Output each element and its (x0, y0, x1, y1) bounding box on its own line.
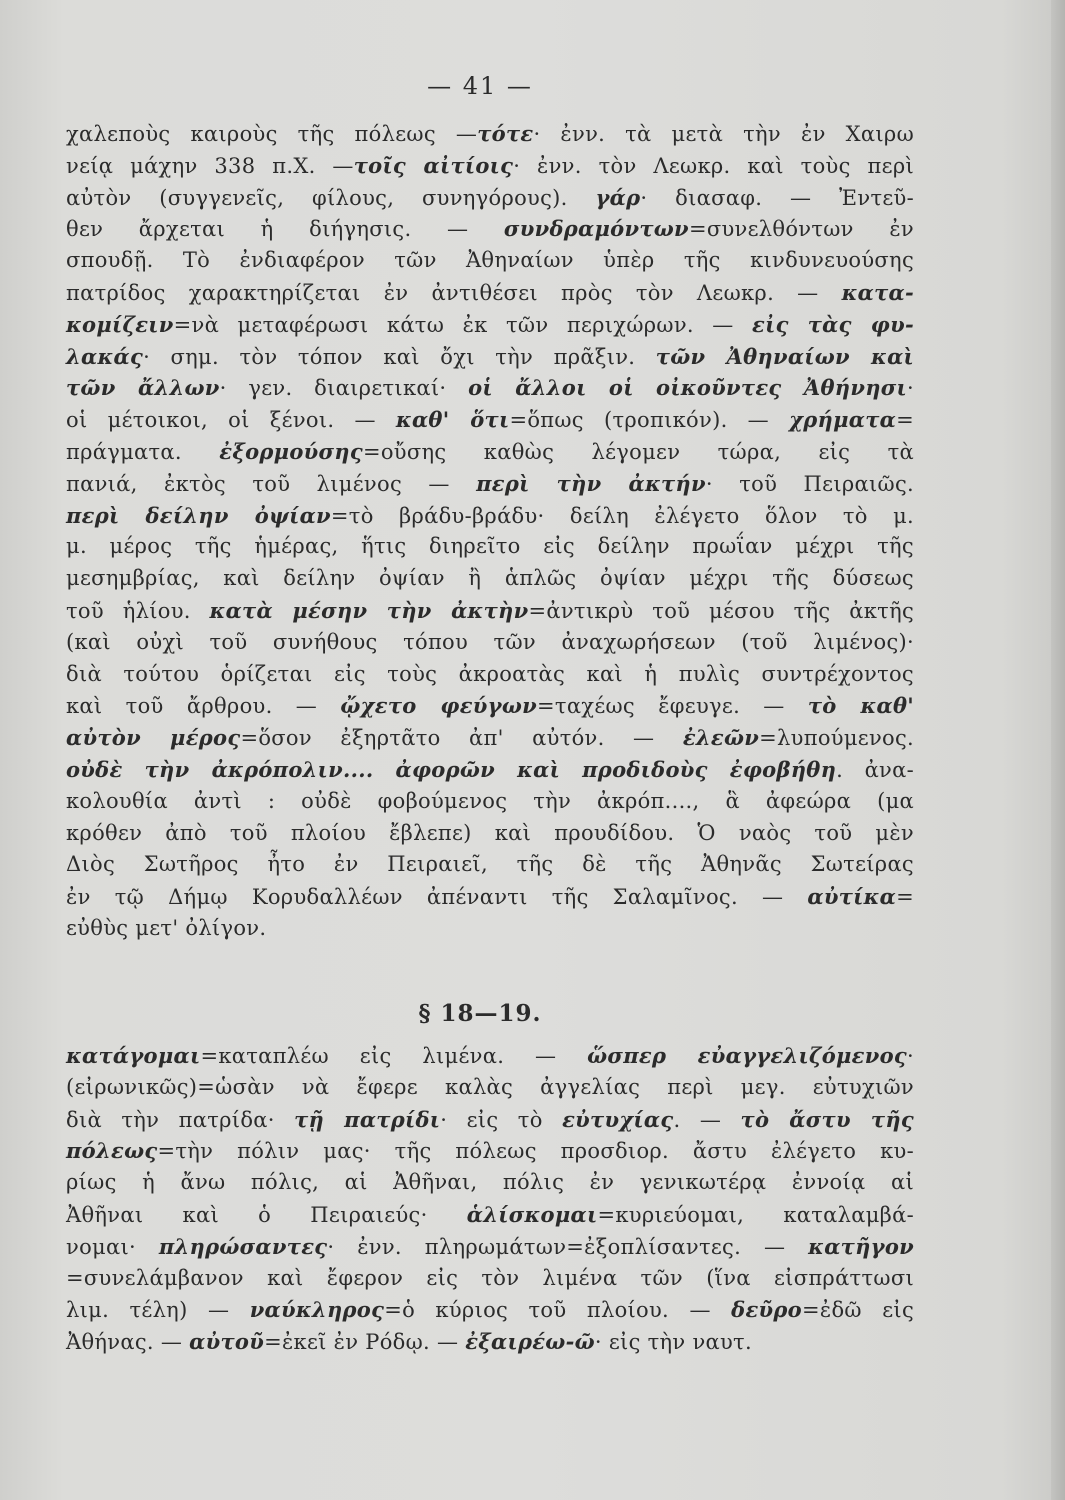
lemma-term: πόλεως (66, 1138, 158, 1164)
lemma-term: οὐδὲ τὴν ἀκρόπολιν.... ἀφορῶν καὶ προδιδοὺς ἐφοβήθη (66, 756, 837, 782)
text-line (66, 881, 914, 913)
gloss-text: · διασαφ. — Ἐντεῦ- (640, 185, 915, 210)
text-line (66, 436, 914, 468)
text-line (66, 1135, 914, 1167)
text-line (66, 531, 914, 563)
lemma-term: τῇ πατρίδι (294, 1106, 441, 1132)
lemma-term: αὐτοῦ (189, 1329, 265, 1355)
gloss-text: Ἀθήνας. — (66, 1330, 190, 1355)
gloss-text: =ἀντικρὺ τοῦ μέσου τῆς ἀκτῆς (528, 598, 915, 623)
lemma-term: λακάς (66, 343, 144, 369)
lemma-term: τῶν ἄλλων (66, 375, 220, 401)
gloss-text: μ. μέρος τῆς ἡμέρας, ἥτις διηρεῖτο εἰς δείλην πρωΐαν μέχρι τῆς (66, 534, 914, 559)
gloss-text: . ἀνα- (836, 757, 914, 782)
lemma-term: χρήματα (789, 407, 897, 433)
text-line (66, 213, 914, 245)
gloss-text: διὰ τὴν πατρίδα· (66, 1107, 295, 1132)
lemma-term: ᾤχετο φεύγων (340, 693, 537, 719)
text-line (66, 754, 914, 786)
page-edge (1051, 0, 1065, 1500)
gloss-text: λιμ. τέλη) — (66, 1298, 250, 1323)
lemma-term: τὸ ἄστυ τῆς (740, 1106, 914, 1132)
gloss-text: · ἐνν. τὰ μετὰ τὴν ἐν Χαιρω (533, 122, 914, 146)
gloss-text: . — (673, 1107, 741, 1132)
text-line (66, 659, 914, 691)
gloss-text: τοῦ ἡλίου. (66, 598, 210, 623)
gloss-text: μεσημβρίας, καὶ δείλην ὀψίαν ἢ ἁπλῶς ὀψίαν μέχρι τῆς δύσεως (66, 566, 914, 591)
gloss-text: θεν ἄρχεται ἡ διήγησις. — (66, 217, 504, 242)
gloss-text: · εἰς τὸ (440, 1107, 563, 1132)
gloss-text: πράγματα. (66, 439, 220, 464)
gloss-text: =ἐκεῖ ἐν Ρόδῳ. — (264, 1330, 466, 1355)
text-line (66, 690, 914, 722)
text-line (66, 309, 914, 341)
lemma-term: ἁλίσκομαι (466, 1201, 598, 1227)
gloss-text: =κυριεύομαι, καταλαμβά- (597, 1202, 914, 1227)
gloss-text: =καταπλέω εἰς λιμένα. — (200, 1044, 588, 1068)
text-line (66, 1104, 914, 1136)
text-line (66, 1294, 914, 1326)
lemma-term: τῶν Ἀθηναίων καὶ (655, 343, 914, 369)
lemma-term: ἐξορμούσης (219, 438, 363, 464)
gloss-text: = (896, 885, 914, 910)
text-line (66, 1231, 914, 1263)
gloss-text: διὰ τούτου ὁρίζεται εἰς τοὺς ἀκροατὰς καὶ ἡ πυλὶς συντρέχοντος (66, 661, 914, 686)
lemma-term: ναύκληρος (249, 1297, 385, 1323)
gloss-text: ἐν τῷ Δήμῳ Κορυδαλλέων ἀπέναντι τῆς Σαλαμῖνος. — (66, 885, 808, 910)
gloss-text: =οὔσης καθὼς λέγομεν τώρα, εἰς τὰ (362, 439, 915, 464)
gloss-text: · εἰς τὴν ναυτ. (594, 1330, 752, 1355)
gloss-text: =συνελθόντων ἐν (688, 217, 914, 242)
lemma-term: συνδραμόντων (503, 216, 689, 242)
text-line (66, 563, 914, 595)
gloss-text: πατρίδος χαρακτηρίζεται ἐν ἀντιθέσει πρὸς τὸν Λεωκρ. — (66, 280, 842, 305)
gloss-text: =ὁ κύριος τοῦ πλοίου. — (384, 1298, 732, 1323)
page-number: — 41 — (427, 72, 533, 100)
gloss-text: νομαι· (66, 1234, 159, 1259)
gloss-text: πανιά, ἐκτὸς τοῦ λιμένος — (66, 471, 477, 496)
text-line (66, 786, 914, 818)
text-line (66, 277, 914, 309)
commentary-block-1 (66, 118, 914, 945)
gloss-text: = (896, 408, 914, 433)
text-line (66, 118, 914, 150)
lemma-term: ἐλεῶν (682, 725, 760, 751)
lemma-term: τὸ καθ' (807, 693, 914, 719)
gloss-text: αὐτὸν (συγγενεῖς, φίλους, συνηγόρους). (66, 185, 596, 210)
gloss-text: καὶ τοῦ ἄρθρου. — (66, 694, 341, 719)
lemma-term: κομίζειν (66, 311, 174, 337)
lemma-term: περὶ δείλην ὀψίαν (66, 502, 331, 528)
lemma-term: κατάγομαι (66, 1043, 201, 1068)
text-line (66, 182, 914, 214)
gloss-text: =τὸ βράδυ-βράδυ· δείλη ἐλέγετο ὅλον τὸ μ. (330, 503, 915, 528)
text-line (66, 849, 914, 881)
commentary-block-2 (66, 1040, 914, 1358)
lemma-term: κατῆγον (808, 1233, 914, 1259)
gloss-text: =τὴν πόλιν μας· τῆς πόλεως προσδιορ. ἄστυ ἐλέγετο κυ- (157, 1139, 914, 1164)
lemma-term: ἐξαιρέω-ῶ (465, 1329, 595, 1355)
lemma-term: περὶ τὴν ἀκτήν (476, 470, 706, 496)
text-line (66, 722, 914, 754)
lemma-term: γάρ (595, 184, 641, 210)
gloss-text: κολουθία ἀντὶ : οὐδὲ φοβούμενος τὴν ἀκρόπ...., ἃ ἀφεώρα (μα (66, 788, 914, 813)
gloss-text: · (907, 376, 914, 401)
text-line (66, 1263, 914, 1295)
lemma-term: εἰς τὰς φυ- (752, 311, 914, 337)
gloss-text: =λυπούμενος. (759, 726, 914, 751)
text-line (66, 1167, 914, 1199)
gloss-text: =ταχέως ἔφευγε. — (537, 694, 808, 719)
gloss-text: =ὅπως (τροπικόν). — (509, 408, 790, 433)
text-line (66, 818, 914, 850)
gloss-text: χαλεποὺς καιροὺς τῆς πόλεως — (66, 122, 478, 146)
gloss-text: (εἰρωνικῶς)=ὡσὰν νὰ ἔφερε καλὰς ἀγγελίας περὶ μεγ. εὐτυχιῶν (66, 1074, 914, 1099)
text-line (66, 1326, 914, 1358)
text-line (66, 913, 914, 945)
gloss-text: =ἐδῶ εἰς (801, 1298, 914, 1323)
lemma-term: ὥσπερ εὐαγγελιζόμενος (587, 1043, 908, 1068)
text-line (66, 404, 914, 436)
gloss-text: οἱ μέτοικοι, οἱ ξένοι. — (66, 408, 396, 433)
lemma-term: αὐτίκα (807, 884, 897, 910)
lemma-term: κατὰ μέσην τὴν ἀκτὴν (209, 597, 529, 623)
gloss-text: νείᾳ μάχην 338 π.Χ. — (66, 153, 354, 178)
gloss-text: · ἐνν. πληρωμάτων=ἐξοπλίσαντες. — (327, 1234, 809, 1259)
gloss-text: · γεν. διαιρετικαί· (219, 376, 469, 401)
gloss-text: κρόθεν ἀπὸ τοῦ πλοίου ἔβλεπε) καὶ προυδίδου. Ὁ ναὸς τοῦ μὲν (66, 820, 914, 845)
text-line (66, 627, 914, 659)
text-line (66, 468, 914, 500)
gloss-text: · τοῦ Πειραιῶς. (705, 471, 914, 496)
gloss-text: · (907, 1044, 914, 1068)
text-line (66, 1072, 914, 1104)
gloss-text: Ἀθῆναι καὶ ὁ Πειραιεύς· (66, 1202, 467, 1227)
lemma-term: εὐτυχίας (562, 1106, 674, 1132)
text-line (66, 1040, 914, 1072)
lemma-term: καθ' ὅτι (395, 407, 510, 433)
gloss-text: · σημ. τὸν τόπον καὶ ὄχι τὴν πρᾶξιν. (143, 344, 656, 369)
gloss-text: σπουδῇ. Τὸ ἐνδιαφέρον τῶν Ἀθηναίων ὑπὲρ τῆς κινδυνευούσης (66, 248, 914, 273)
lemma-term: κατα- (841, 279, 914, 305)
lemma-term: οἱ ἄλλοι οἱ οἰκοῦντες Ἀθήνησι (468, 375, 908, 401)
text-line (66, 372, 914, 404)
lemma-term: αὐτὸν μέρος (66, 725, 241, 751)
text-line (66, 500, 914, 532)
gloss-text: Διὸς Σωτῆρος ἦτο ἐν Πειραιεῖ, τῆς δὲ τῆς Ἀθηνᾶς Σωτείρας (66, 852, 914, 877)
gloss-text: · ἐνν. τὸν Λεωκρ. καὶ τοὺς περὶ (513, 153, 914, 178)
text-line (66, 595, 914, 627)
gloss-text: =ὅσον ἐξηρτᾶτο ἀπ' αὐτόν. — (240, 726, 683, 751)
lemma-term: πληρώσαντες (158, 1233, 328, 1259)
text-line (66, 150, 914, 182)
text-line (66, 245, 914, 277)
text-line (66, 1199, 914, 1231)
gloss-text: =συνελάμβανον καὶ ἔφερον εἰς τὸν λιμένα τῶν (ἵνα εἰσπράττωσι (66, 1265, 914, 1290)
lemma-term: δεῦρο (731, 1297, 802, 1323)
gloss-text: (καὶ οὐχὶ τοῦ συνήθους τόπου τῶν ἀναχωρήσεων (τοῦ λιμένος)· (66, 629, 914, 654)
gloss-text: =νὰ μεταφέρωσι κάτω ἐκ τῶν περιχώρων. — (173, 312, 753, 337)
lemma-term: τοῖς αἰτίοις (353, 152, 514, 178)
gloss-text: ρίως ἡ ἄνω πόλις, αἱ Ἀθῆναι, πόλις ἐν γενικωτέρᾳ ἐννοίᾳ αἱ (66, 1170, 914, 1195)
gloss-text: εὐθὺς μετ' ὀλίγον. (66, 915, 267, 940)
section-heading: § 18—19. (418, 1000, 542, 1027)
text-line (66, 341, 914, 373)
lemma-term: τότε (477, 121, 534, 146)
